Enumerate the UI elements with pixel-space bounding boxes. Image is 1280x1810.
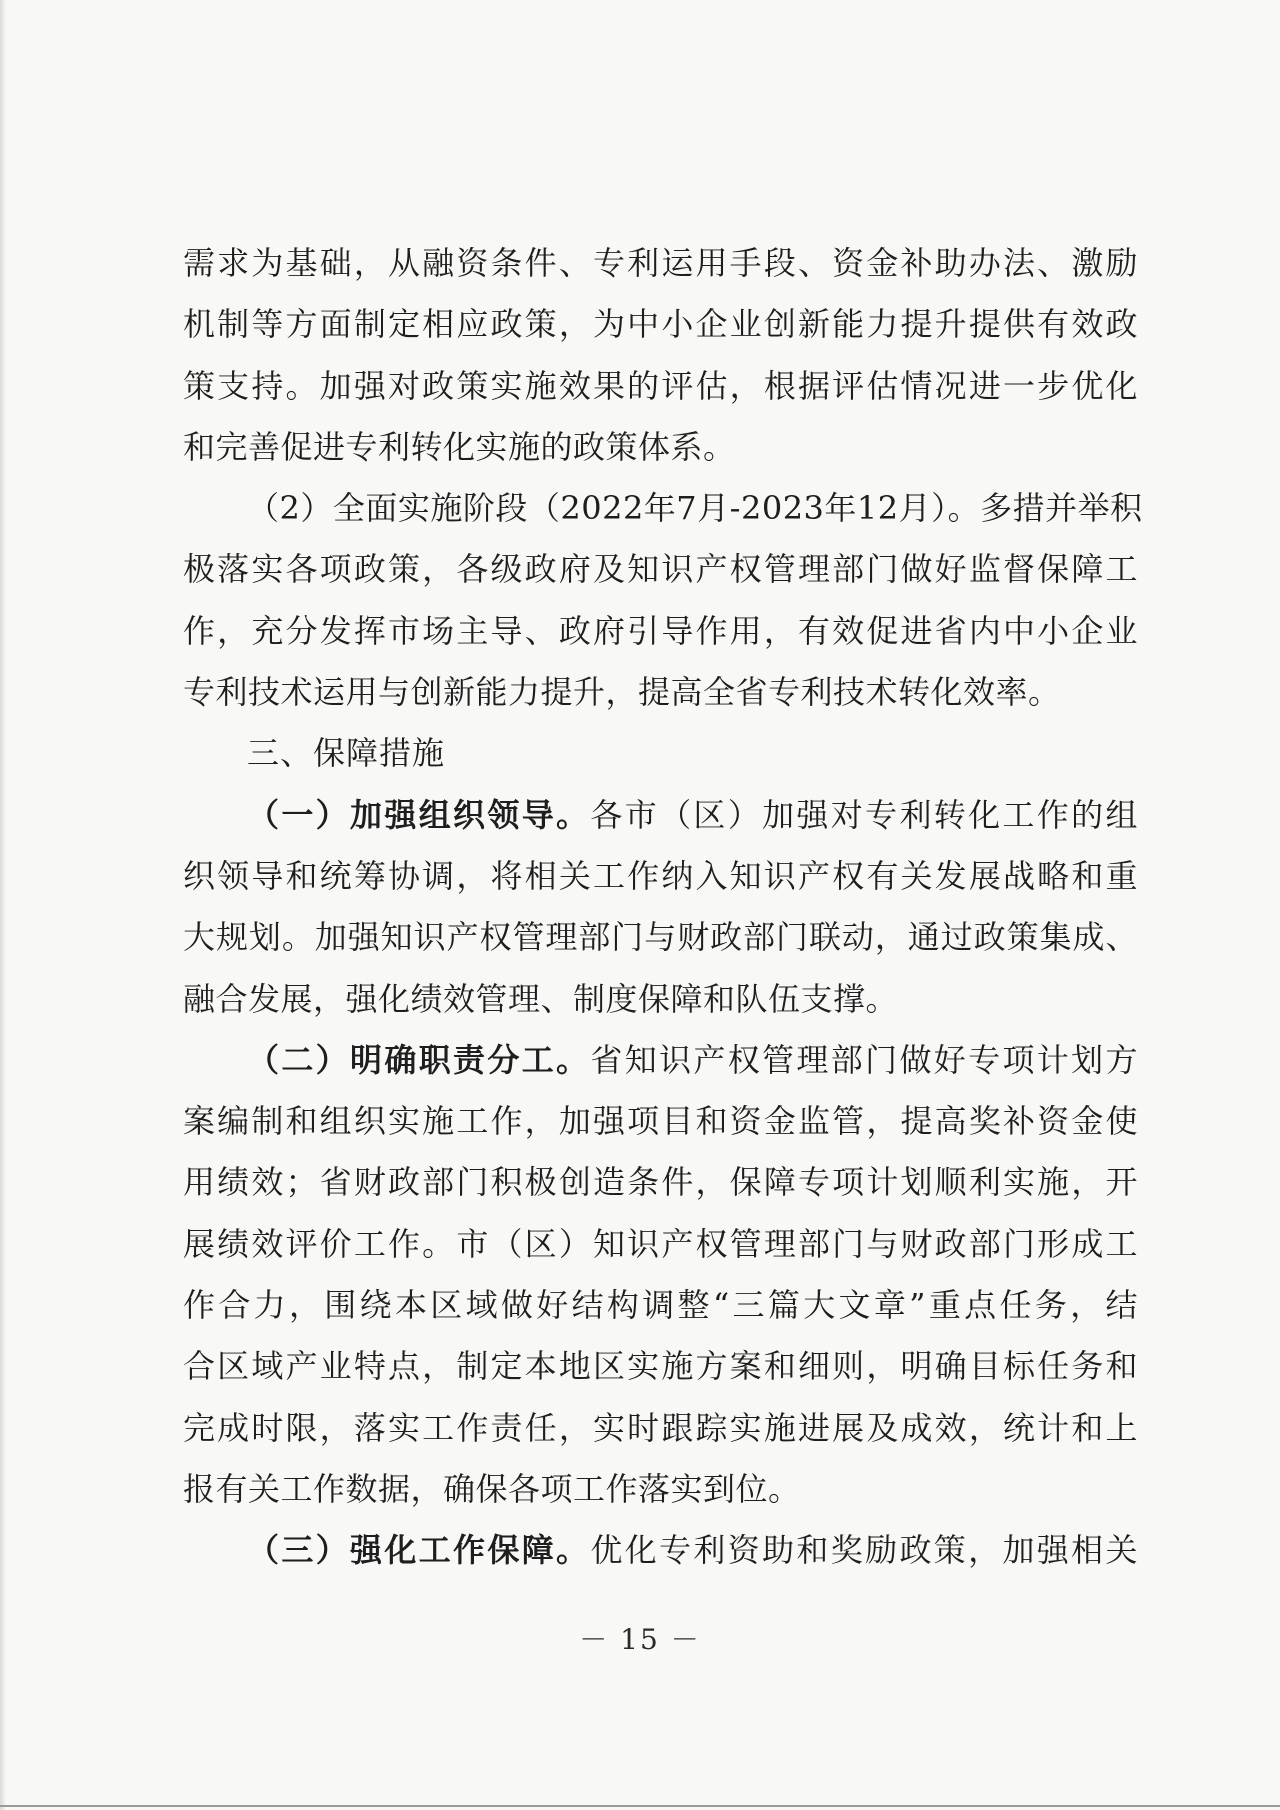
body-line: 专利技术运用与创新能力提升，提高全省专利技术转化效率。 [183, 673, 1061, 712]
subsection-heading: （二）明确职责分工。 [247, 1040, 591, 1079]
body-line: 融合发展，强化绩效管理、制度保障和队伍支撑。 [183, 979, 899, 1018]
body-line: 案编制和组织实施工作，加强项目和资金监管，提高奖补资金使 [183, 1102, 1138, 1141]
body-line: 完成时限，落实工作责任，实时跟踪实施进展及成效，统计和上 [183, 1408, 1138, 1447]
scan-bottom-edge [0, 1805, 1280, 1807]
body-line: 用绩效；省财政部门积极创造条件，保障专项计划顺利实施，开 [183, 1163, 1138, 1202]
body-line: 大规划。加强知识产权管理部门与财政部门联动，通过政策集成、 [183, 918, 1138, 957]
body-line: 机制等方面制定相应政策，为中小企业创新能力提升提供有效政 [183, 305, 1138, 344]
document-body [183, 233, 1143, 1582]
page-number: － 15 － [579, 1623, 701, 1656]
subsection-heading: （一）加强组织领导。 [247, 795, 591, 834]
phase-2-line: （2）全面实施阶段（2022年7月-2023年12月）。多措并举积 [247, 489, 1143, 528]
body-line: 作，充分发挥市场主导、政府引导作用，有效促进省内中小企业 [183, 611, 1138, 650]
body-line: 极落实各项政策，各级政府及知识产权管理部门做好监督保障工 [183, 550, 1138, 589]
subsection-line [183, 1030, 1138, 1091]
scan-edge-shadow [0, 0, 6, 1810]
section-heading: 三、保障措施 [247, 734, 446, 773]
subsection-line [183, 785, 1138, 846]
subsection-text: 省知识产权管理部门做好专项计划方 [590, 1040, 1138, 1079]
body-line: 报有关工作数据，确保各项工作落实到位。 [183, 1469, 801, 1508]
body-line: 需求为基础，从融资条件、专利运用手段、资金补助办法、激励 [183, 244, 1138, 282]
body-line: 作合力，围绕本区域做好结构调整“三篇大文章”重点任务，结 [183, 1286, 1138, 1325]
body-line: 策支持。加强对政策实施效果的评估，根据评估情况进一步优化 [183, 366, 1138, 405]
body-line: 织领导和统筹协调，将相关工作纳入知识产权有关发展战略和重 [183, 856, 1138, 895]
subsection-heading: （三）强化工作保障。 [247, 1531, 591, 1570]
body-line: 展绩效评价工作。市（区）知识产权管理部门与财政部门形成工 [183, 1224, 1138, 1263]
subsection-line [183, 1520, 1138, 1581]
body-line: 和完善促进专利转化实施的政策体系。 [183, 427, 736, 466]
subsection-text: 各市（区）加强对专利转化工作的组 [590, 795, 1138, 834]
subsection-text: 优化专利资助和奖励政策，加强相关 [590, 1531, 1138, 1570]
body-line: 合区域产业特点，制定本地区实施方案和细则，明确目标任务和 [183, 1347, 1138, 1386]
